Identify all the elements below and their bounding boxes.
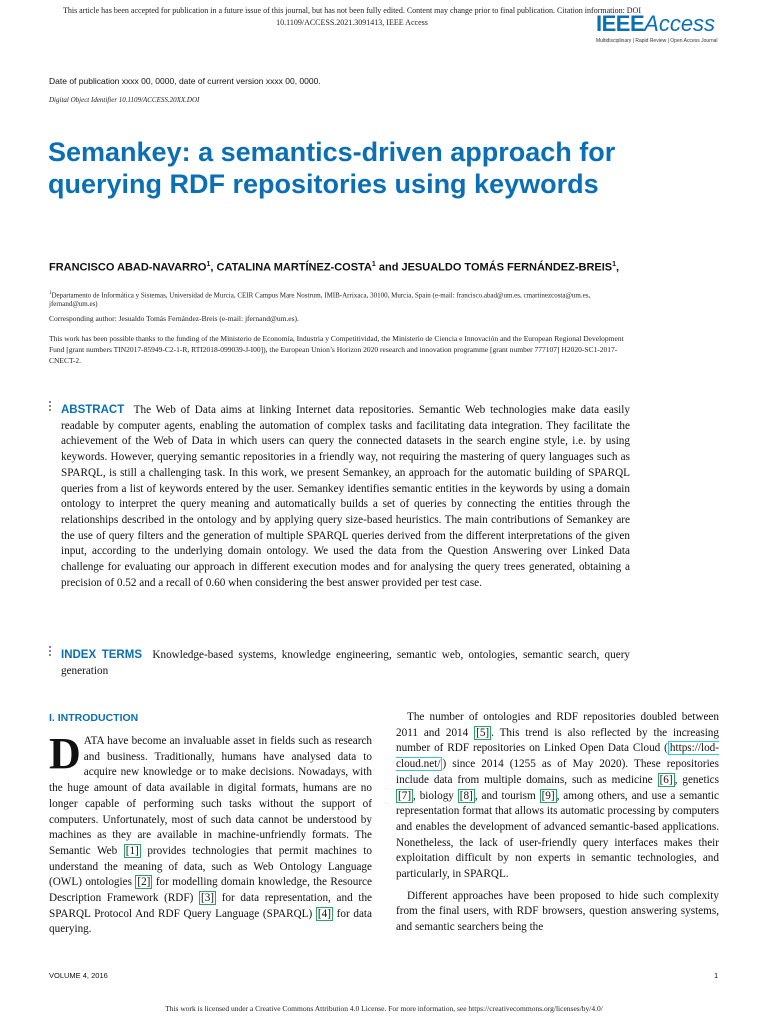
intro-text: ) since 2014 (1255 as of May 2020). These repositories include data from multiple domains, such as medicine bbox=[396, 758, 719, 786]
citation-link[interactable]: [1] bbox=[125, 844, 139, 857]
author-list-tail: , bbox=[616, 261, 620, 274]
abstract bbox=[61, 403, 630, 591]
journal-notice bbox=[60, 5, 644, 29]
intro-paragraph-1 bbox=[49, 729, 373, 938]
section-heading-introduction: I. INTRODUCTION bbox=[49, 712, 139, 724]
license-notice: This work is licensed under a Creative Commons Attribution 4.0 License. For more information, see https://creativecommons.org/licenses/by/4.0/ bbox=[165, 1004, 603, 1013]
author-2: CATALINA MARTÍNEZ-COSTA bbox=[216, 261, 372, 274]
intro-text: . This trend is also reflected by the increasing number of RDF repositories on Linked Open Data Cloud ( bbox=[396, 726, 719, 755]
intro-paragraph-2 bbox=[396, 710, 719, 883]
doi-line: Digital Object Identifier 10.1109/ACCESS.20XX.DOI bbox=[49, 96, 200, 104]
citation-link[interactable]: [7] bbox=[398, 789, 412, 802]
funding-statement: This work has been possible thanks to the funding of the Ministerio de Economía, Industria y Competitividad, the Ministerio de Ciencia e Innovación and the European Regional Development Fund [grant numbers TIN2017-85949-C2-1-R, RTI2018-099039-J-I00]), the European Union’s Horizon 2020 research and innovation programme [grant number 777107] H2020-SC1-2017-CNECT-2. bbox=[49, 334, 624, 365]
intro-text: , and tourism bbox=[474, 789, 540, 802]
citation-link[interactable]: [9] bbox=[541, 789, 555, 802]
intro-text: , genetics bbox=[674, 773, 720, 786]
ieee-access-logo bbox=[596, 12, 718, 52]
citation-link[interactable]: [8] bbox=[459, 789, 473, 802]
affiliation-text: Departamento de Informática y Sistemas, Universidad de Murcia, CEIR Campus Mare Nostrum, IMIB-Arrixaca, 30100, Murcia, Spain (e-mail: francisco.abad@um.es, cmartinezcosta@um.es, jfernand@um.es) bbox=[49, 291, 591, 309]
author-3: and JESUALDO TOMÁS FERNÁNDEZ-BREIS bbox=[375, 261, 613, 274]
corresponding-author: Corresponding author: Jesualdo Tomás Fernández-Breis (e-mail: jfernand@um.es). bbox=[49, 314, 299, 323]
citation-link[interactable]: [3] bbox=[200, 892, 215, 905]
intro-text: for modelling domain knowledge, the Resource Description Framework (RDF) bbox=[49, 876, 372, 905]
citation-link[interactable]: [5] bbox=[476, 726, 490, 739]
abstract-text: The Web of Data aims at linking Internet data repositories. Semantic Web technologies make data easily readable by computer agents, enabling the automation of complex tasks and facilitating data integration. They facilitate the achievement of the Web of Data in which users can query the connected datasets in the search engine style, i.e. by using keywords. However, querying semantic repositories in a friendly way, not requiring the mastering of query languages such as SPARQL, is still a challenging task. In this work, we present Semankey, an approach for the automatic building of SPARQL queries from a list of keywords entered by the user. Semankey identifies semantic entities in the keywords by using a domain ontology to interpret the query meaning and automatically builds a set of queries by connecting the entities through the relationships described in the ontology and by applying query size-based heuristics. The main contributions of Semankey are the use of query filters and the generation of multiple SPARQL queries derived from the different interpretations of the given input, according to the underlying domain ontology. We used the data from the Question Answering over Linked Data challenge for evaluating our approach in different execution modes and for analysing the query trees generated, obtaining a precision of 0.52 and a recall of 0.60 when considering the best answer provided per test case. bbox=[61, 404, 630, 589]
citation-link[interactable]: [6] bbox=[659, 773, 673, 786]
author-list bbox=[49, 258, 649, 275]
citation-link[interactable]: [4] bbox=[317, 907, 331, 920]
logo-access-text: Access bbox=[644, 11, 716, 36]
abstract-label: ABSTRACT bbox=[61, 404, 125, 416]
volume-footer: VOLUME 4, 2016 bbox=[49, 971, 108, 980]
intro-text: , among others, and use a semantic representation format that allows its automatic processing by computers and enables the development of advanced semantic-based applications. Nonetheless, the lack of user-friendly query interfaces makes their exploitation difficult by non experts in semantic technologies, and particularly, in SPARQL. bbox=[396, 789, 719, 881]
author-1-affil: 1 bbox=[206, 261, 211, 268]
publication-date: Date of publication xxxx 00, 0000, date of current version xxxx 00, 0000. bbox=[49, 76, 321, 86]
intro-text: provides technologies that permit machines to understand the meaning of data, such as Web Ontology Language (OWL) ontologies bbox=[49, 844, 372, 889]
page-number: 1 bbox=[714, 971, 719, 980]
index-terms-dots-icon bbox=[49, 646, 52, 658]
author-separator: , bbox=[210, 261, 217, 274]
author-1: FRANCISCO ABAD-NAVARRO bbox=[49, 261, 207, 274]
affiliation-marker: 1 bbox=[49, 291, 52, 296]
drop-cap: D bbox=[49, 729, 81, 778]
citation-link[interactable]: [2] bbox=[137, 876, 151, 889]
index-terms-text: Knowledge-based systems, knowledge engineering, semantic web, ontologies, semantic search, query generation bbox=[61, 649, 631, 677]
author-2-affil: 1 bbox=[371, 261, 376, 268]
intro-text: for data querying. bbox=[49, 907, 372, 936]
intro-text: ATA have become an invaluable asset in fields such as research and business. Traditionally, humans have analysed data to acquire new knowledge or to make decisions. Nowadays, with the huge amount of data available in digital formats, humans are no longer capable of performing such tasks without the support of computers. Unfortunately, most of such data cannot be understood by machines as they are available in machine-unfriendly formats. The Semantic Web bbox=[49, 735, 372, 857]
index-terms bbox=[61, 648, 630, 679]
index-terms-label: INDEX TERMS bbox=[61, 649, 142, 661]
logo-tagline: Multidisciplinary | Rapid Review | Open Access Journal bbox=[596, 38, 718, 44]
logo-ieee-text: IEEE bbox=[596, 11, 645, 36]
abstract-dots-icon bbox=[49, 401, 52, 413]
journal-notice-line1: This article has been accepted for publication in a future issue of this journal, but has not been fully edited. Content may change prior to final publication. Citation information: DOI bbox=[62, 6, 642, 15]
intro-text: The number of ontologies and RDF repositories doubled between 2011 and 2014 bbox=[396, 711, 719, 739]
journal-notice-line2: 10.1109/ACCESS.2021.3091413, IEEE Access bbox=[276, 18, 428, 27]
intro-paragraph-3: Different approaches have been proposed to hide such complexity from the final users, with RDF browsers, question answering systems, and semantic searchers being the bbox=[396, 889, 719, 934]
intro-text: for data representation, and the SPARQL Protocol And RDF Query Language (SPARQL) bbox=[49, 892, 373, 920]
author-3-affil: 1 bbox=[612, 261, 617, 268]
paper-title: Semankey: a semantics-driven approach for querying RDF repositories using keywords bbox=[48, 137, 616, 199]
intro-left-column bbox=[49, 729, 373, 938]
lod-cloud-url-link[interactable]: https://lod-cloud.net/ bbox=[396, 742, 719, 771]
intro-right-column bbox=[396, 710, 719, 936]
affiliation bbox=[49, 289, 609, 309]
intro-text: , biology bbox=[413, 789, 458, 802]
